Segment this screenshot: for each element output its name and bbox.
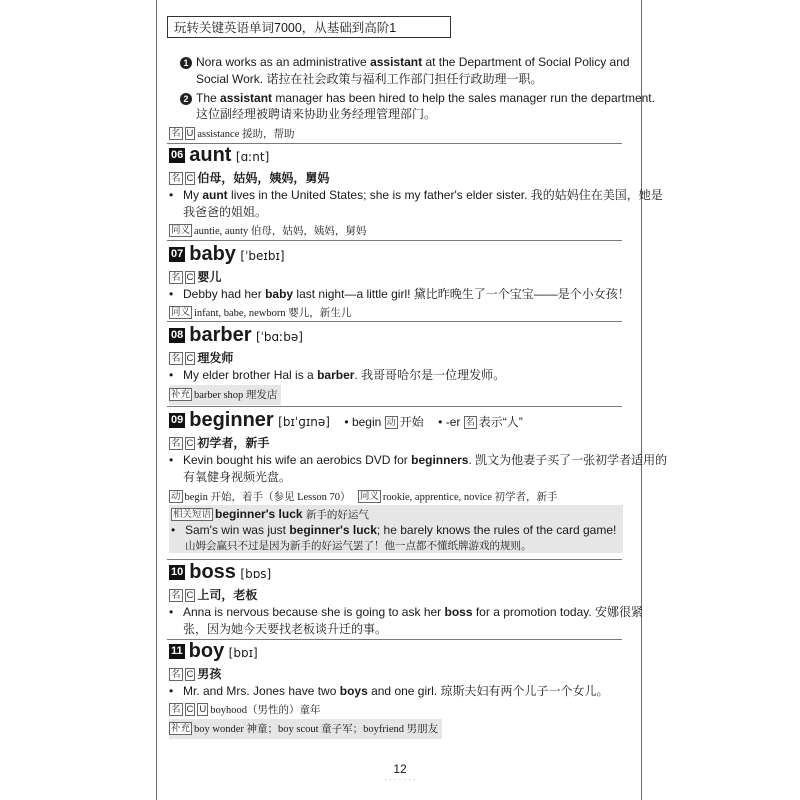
entry-headword-beginner: 09 beginner [bɪˈɡɪnə] • begin 动 开始 • -er 名 表示“人” <box>171 409 523 431</box>
entry-example-beginner: • Kevin bought his wife an aerobics DVD for beginners. 凯文为他妻子买了一张初学者适用的 <box>169 453 668 467</box>
entry-meaning-barber: 名 C 理发师 <box>171 351 234 365</box>
entry-example-aunt: • My aunt lives in the United States; she is my father's elder sister. 我的姑妈住在美国，她是 <box>169 188 663 202</box>
example-number-badge: 1 <box>180 57 192 69</box>
entry-separator <box>167 240 622 241</box>
page-number-ornament: · · · · · · · <box>384 775 416 784</box>
pos-tag: 名 <box>171 128 181 139</box>
entry-synonym-baby: 同义 infant, babe, newborn 婴儿，新生儿 <box>171 307 352 319</box>
assistant-example-1: 1 Nora works as an administrative assistant at the Department of Social Policy and <box>180 54 630 70</box>
entry-separator <box>167 406 622 407</box>
page-frame-left <box>156 0 157 800</box>
entry-headword-aunt <box>169 144 269 167</box>
book-title: 玩转关键英语单词7000，从基础到高阶1 <box>167 16 451 38</box>
assistant-example-2-cont: 这位副经理被聘请来协助业务经理管理部门。 <box>196 107 437 121</box>
entry-related-beginner: 动 begin 开始，着手（参见 Lesson 70） 同义 rookie, apprentice, novice 初学者，新手 <box>171 491 558 503</box>
entry-example-boss-cont: 张，因为她今天要找老板谈升迁的事。 <box>183 622 388 636</box>
entry-example-aunt-cont: 我爸爸的姐姐。 <box>183 205 268 219</box>
entry-headword-baby: 07 baby [ˈbeɪbɪ] <box>171 243 285 265</box>
entry-meaning-baby: 名 C 婴儿 <box>171 270 222 284</box>
page-frame-right <box>641 0 642 800</box>
entry-headword-boy: 11 boy [bɒɪ] <box>171 640 258 662</box>
related-phrase-example: • Sam's win was just beginner's luck; he barely knows the rules of the card game! <box>171 523 617 537</box>
entry-number: 06 <box>171 149 184 161</box>
assistant-example-1-cont: Social Work. 诺拉在社会政策与福利工作部门担任行政助理一职。 <box>196 72 543 86</box>
entry-synonym-aunt: 同义 auntie, aunty 伯母，姑妈，姨妈，舅妈 <box>171 225 367 237</box>
pos-tag: U <box>186 128 194 139</box>
assistant-example-2: 2 The assistant manager has been hired to help the sales manager run the department. <box>180 90 655 106</box>
entry-example-barber: • My elder brother Hal is a barber. 我哥哥哈尔是一位理发师。 <box>169 368 506 382</box>
assistant-derivative: 名 U assistance 援助，帮助 <box>171 128 295 140</box>
entry-headword-boss: 10 boss [bɒs] <box>171 561 272 583</box>
entry-meaning-boss: 名 C 上司，老板 <box>171 588 258 602</box>
entry-meaning-boy: 名 C 男孩 <box>171 667 222 681</box>
entry-separator <box>167 321 622 322</box>
entry-example-boy: • Mr. and Mrs. Jones have two boys and one girl. 琼斯夫妇有两个儿子一个女儿。 <box>169 684 609 698</box>
entry-meaning-beginner: 名 C 初学者，新手 <box>171 436 270 450</box>
page-number: 12 <box>393 762 407 776</box>
entry-supplement-barber: 补充 barber shop 理发店 <box>169 385 281 405</box>
morpheme-begin: • begin 动 开始 <box>344 415 424 429</box>
entry-separator <box>167 559 622 560</box>
entry-supplement-boy: 补充 boy wonder 神童；boy scout 童子军；boyfriend 男朋友 <box>169 719 442 739</box>
entry-example-baby: • Debby had her baby last night—a little girl! 黛比昨晚生了一个宝宝——是个小女孩！ <box>169 287 630 301</box>
phonetic: [ɑːnt] <box>235 150 270 164</box>
example-number-badge: 2 <box>180 93 192 105</box>
morpheme-er: • -er 名 表示“人” <box>438 415 523 429</box>
entry-example-boss: • Anna is nervous because she is going to ask her boss for a promotion today. 安娜很紧 <box>169 605 644 619</box>
entry-meaning-aunt: 名 C 伯母，姑妈，姨妈，舅妈 <box>171 171 330 185</box>
related-phrase-title: 相关短语 beginner's luck 新手的好运气 <box>173 507 369 521</box>
related-phrase-example-cont: 山姆会赢只不过是因为新手的好运气罢了！他一点都不懂纸牌游戏的规则。 <box>185 540 532 552</box>
entry-derivative-boy: 名 C U boyhood（男性的）童年 <box>171 704 321 716</box>
headword: aunt <box>189 144 232 166</box>
entry-headword-barber: 08 barber [ˈbɑːbə] <box>171 324 303 346</box>
entry-example-beginner-cont: 有氧健身视频光盘。 <box>183 470 292 484</box>
